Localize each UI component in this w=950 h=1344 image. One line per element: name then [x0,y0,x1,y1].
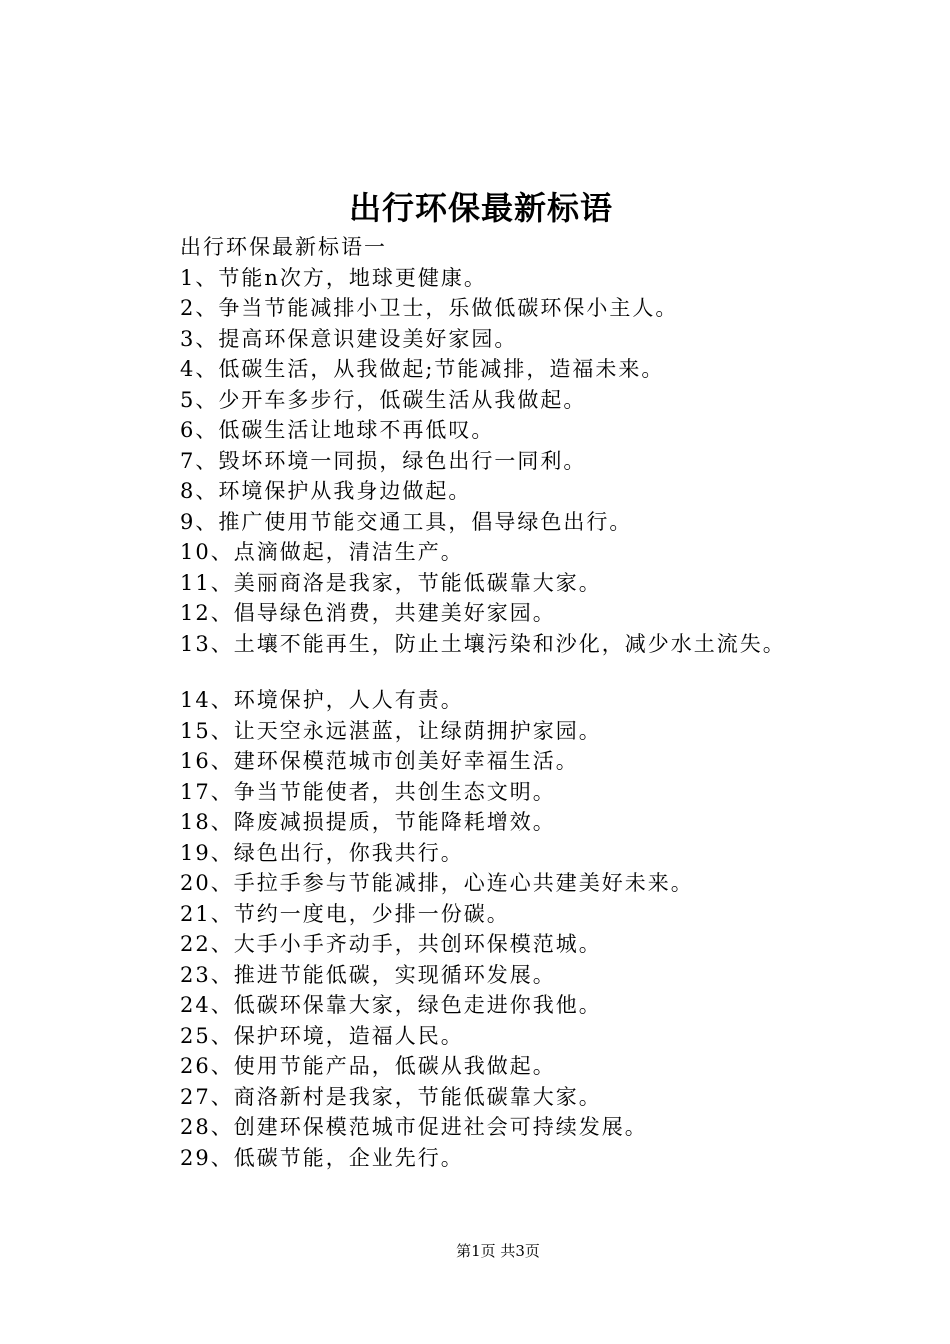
slogan-item: 15、让天空永远湛蓝，让绿荫拥护家园。 [180,718,602,743]
slogan-item: 27、商洛新村是我家，节能低碳靠大家。 [180,1084,602,1109]
slogan-list-part-2 [180,685,940,1173]
slogan-item: 2、争当节能减排小卫士，乐做低碳环保小主人。 [180,296,679,320]
slogan-item: 26、使用节能产品，低碳从我做起。 [180,1054,556,1078]
slogan-item: 10、点滴做起，清洁生产。 [180,540,464,564]
slogan-item: 11、美丽商洛是我家，节能低碳靠大家。 [180,570,602,595]
slogan-item: 28、创建环保模范城市促进社会可持续发展。 [180,1115,648,1139]
slogan-item: 5、少开车多步行，低碳生活从我做起。 [180,387,587,412]
slogan-item: 16、建环保模范城市创美好幸福生活。 [180,749,579,773]
slogan-item: 9、推广使用节能交通工具，倡导绿色出行。 [180,509,633,534]
document-title: 出行环保最新标语 [348,189,613,227]
paragraph-gap [180,659,940,685]
document-body [180,232,940,1173]
slogan-item: 12、倡导绿色消费，共建美好家园。 [180,601,556,625]
slogan-item: 8、环境保护从我身边做起。 [180,479,472,503]
slogan-item: 1、节能n次方，地球更健康。 [180,265,487,290]
slogan-item: 21、节约一度电，少排一份碳。 [180,901,510,926]
slogan-item: 13、土壤不能再生，防止土壤污染和沙化，减少水土流失。 [180,631,786,656]
slogan-item: 25、保护环境，造福人民。 [180,1023,464,1048]
slogan-item: 6、低碳生活让地球不再低叹。 [180,418,495,442]
slogan-item: 22、大手小手齐动手，共创环保模范城。 [180,932,602,956]
slogan-item: 23、推进节能低碳，实现循环发展。 [180,962,556,987]
page-footer: 第1页 共3页 [456,1242,540,1260]
slogan-item: 14、环境保护，人人有责。 [180,688,464,712]
slogan-item: 7、毁坏环境一同损，绿色出行一同利。 [180,448,587,473]
slogan-item: 19、绿色出行，你我共行。 [180,840,464,865]
slogan-item: 3、提高环保意识建设美好家园。 [180,326,518,351]
slogan-item: 24、低碳环保靠大家，绿色走进你我他。 [180,993,602,1017]
slogan-item: 18、降废减损提质，节能降耗增效。 [180,810,556,834]
slogan-list-part-1 [180,263,940,660]
slogan-item: 20、手拉手参与节能减排，心连心共建美好未来。 [180,871,694,895]
slogan-item: 4、低碳生活，从我做起;节能减排，造福未来。 [180,357,665,381]
slogan-item: 29、低碳节能，企业先行。 [180,1145,464,1170]
section-heading: 出行环保最新标语一 [180,235,387,259]
slogan-item: 17、争当节能使者，共创生态文明。 [180,779,556,804]
